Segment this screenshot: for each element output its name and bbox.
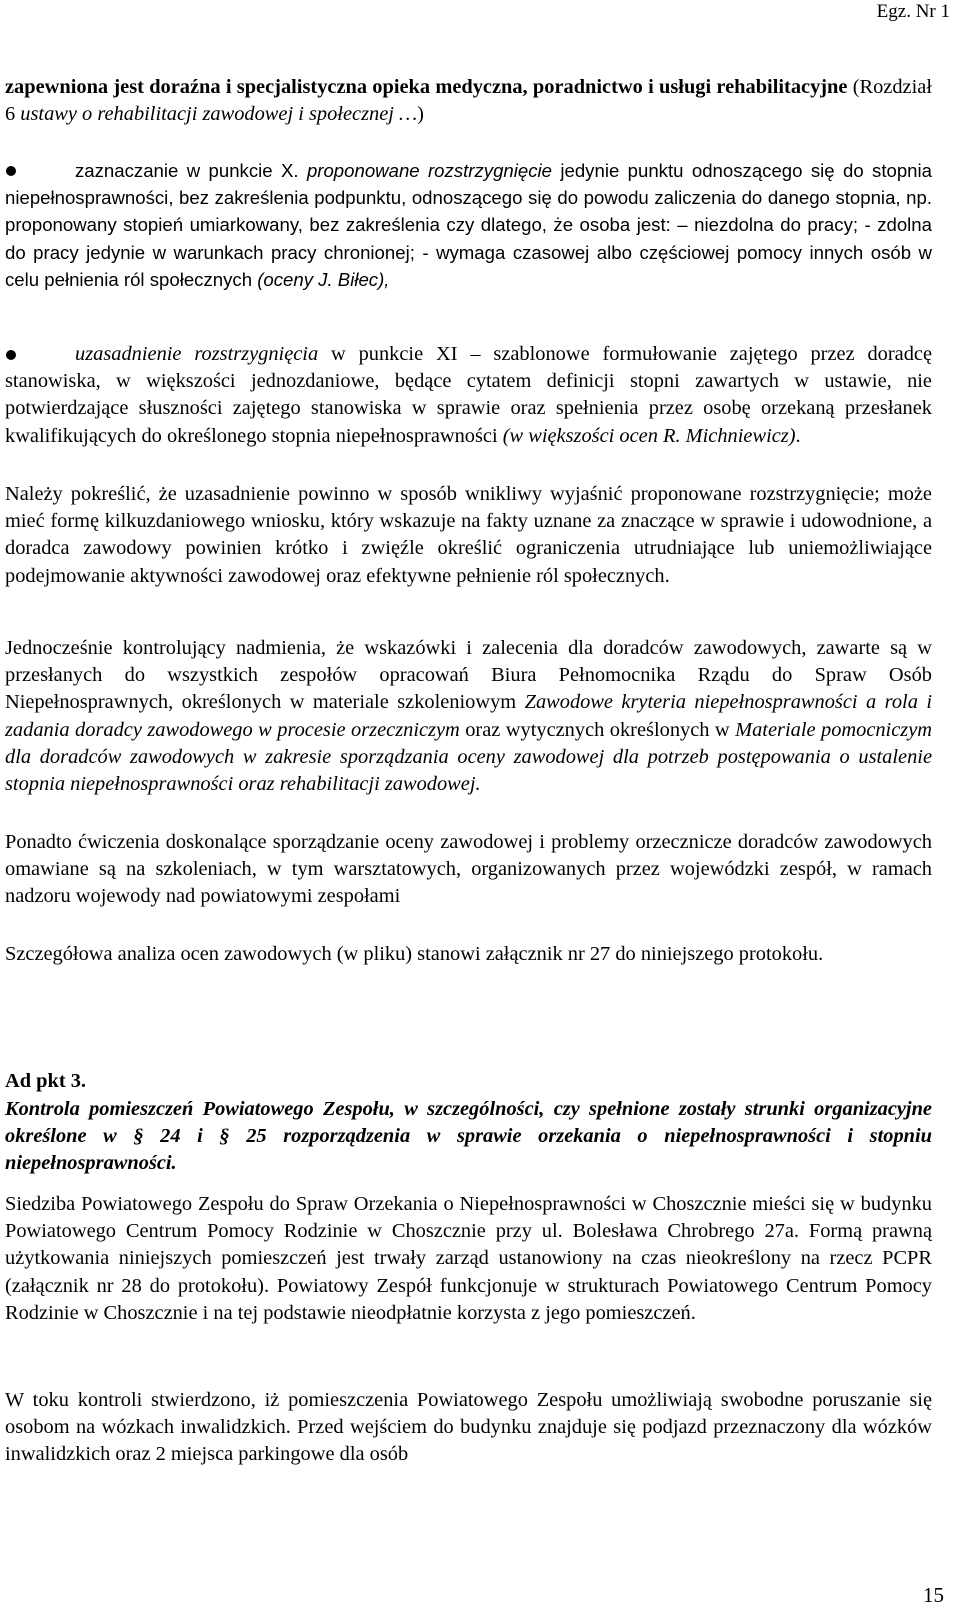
bullet-italic-text: (oceny J. Biłec), — [257, 268, 390, 290]
paragraph-guidelines — [5, 635, 932, 798]
bullet-item-point-x — [5, 157, 932, 293]
paragraph-analysis: Szczegółowa analiza ocen zawodowych (w pliku) stanowi załącznik nr 27 do niniejszego protokołu. — [5, 943, 824, 965]
bullet-italic-text: uzasadnienie rozstrzygnięcia — [75, 343, 319, 365]
paragraph-text: (Rozdział 6 — [5, 76, 932, 126]
section-heading — [5, 1068, 932, 1095]
bullet-italic-text: (w większości ocen R. Michniewicz) — [502, 424, 796, 447]
bullet-icon — [6, 350, 16, 360]
paragraph-justification: Należy pokreślić, że uzasadnienie powinno w sposób wnikliwy wyjaśnić proponowane rozstrzygnięcie; może mieć formę kilkuzdaniowego wniosku, który wskazuje na fakty uznane za znaczące w sprawie i udowodnione, a doradca zawodowy powinien krótko i zwięźle określić ograniczenia utrudniające lub uniemożliwiające podejmowanie aktywności zawodowej oraz efektywne pełnienie ról społecznych. — [5, 483, 932, 587]
subheading-text: Kontrola pomieszczeń Powiatowego Zespołu, w szczególności, czy spełnione zostały strunki organizacyjne określone w § 24 i § 25 rozporządzenia w sprawie orzekania o niepełnosprawności i stopniu niepełnosprawności. — [5, 1098, 932, 1175]
bullet-text: jedynie punktu odnoszącego się do stopnia niepełnosprawności, bez zakreślenia podpunktu, odnoszącego się do powodu zaliczenia do danego stopnia, np. proponowany stopień umiarkowany, bez zakreślenia czy dlatego, że osoba jest: – niezdolna do pracy; - zdolna do pracy jedynie w warunkach pracy chronionej; - wymaga czasowej albo częściowej pomocy innych osób w celu pełnienia ról społecznych — [5, 160, 932, 290]
paragraph-italic-text: Materiale pomocniczym dla doradców zawodowych w zakresie sporządzania oceny zawodowej dla potrzeb postępowania o ustalenie stopnia niepełnosprawności oraz rehabilitacji zawodowej. — [5, 718, 932, 796]
paragraph-bold-text: zapewniona jest doraźna i specjalistyczna opieka medyczna, poradnictwo i usługi rehabilitacyjne — [5, 76, 848, 98]
bullet-text: w punkcie XI – szablonowe formułowanie zajętego przez doradcę stanowiska, w większości jednozdaniowe, będące cytatem definicji stopni zawartych w ustawie, nie potwierdzające słuszności zajętego stanowiska w sprawie oraz spełnienia przez osobę orzekaną przesłanek kwalifikujących do określonego stopnia niepełnosprawności — [5, 343, 932, 447]
paragraph-text: Jednocześnie kontrolujący nadmienia, że wskazówki i zalecenia dla doradców zawodowych, zawarte są w przesłanych do wszystkich zespołów opracowań Biura Pełnomocnika Rządu do Spraw Osób Niepełnosprawnych, określonych w materiale szkoleniowym — [5, 637, 932, 714]
paragraph-accessibility: W toku kontroli stwierdzono, iż pomieszczenia Powiatowego Zespołu umożliwiają swobodne poruszanie się osobom na wózkach inwalidzkich. Przed wejściem do budynku znajduje się podjazd przeznaczony dla wózków inwalidzkich oraz 2 miejsca parkingowe dla osób — [5, 1389, 932, 1466]
bullet-text: zaznaczanie w punkcie X. — [75, 160, 307, 181]
bullet-item-point-xi — [5, 341, 932, 450]
paragraph-training: Ponadto ćwiczenia doskonalące sporządzanie oceny zawodowej i problemy orzecznicze doradców zawodowych omawiane są na szkoleniach, w tym warsztatowych, organizowanych przez wojewódzki zespół, w ramach nadzoru wojewody nad powiatowymi zespołami — [5, 831, 932, 908]
heading-text: Ad pkt 3. — [5, 1070, 87, 1092]
bullet-italic-text: proponowane rozstrzygnięcie — [306, 160, 552, 181]
paragraph-text: oraz wytycznych określonych w — [459, 718, 736, 741]
section-subheading — [5, 1096, 932, 1178]
paragraph-italic-text: ustawy o rehabilitacji zawodowej i społecznej … — [20, 103, 418, 126]
paragraph-text: ) — [417, 103, 424, 126]
bullet-text: . — [795, 424, 801, 447]
copy-label: Egz. Nr 1 — [876, 1, 950, 22]
page-number: 15 — [923, 1583, 944, 1607]
bullet-icon — [6, 166, 16, 176]
paragraph-medical-care — [5, 74, 932, 128]
paragraph-italic-text: Zawodowe kryteria niepełnosprawności a rola i zadania doradcy zawodowego w procesie orzeczniczym — [5, 691, 933, 741]
paragraph-seat: Siedziba Powiatowego Zespołu do Spraw Orzekania o Niepełnosprawności w Choszcznie mieści się w budynku Powiatowego Centrum Pomocy Rodzinie w Choszcznie przy ul. Bolesława Chrobrego 27a. Formą prawną użytkowania niniejszych pomieszczeń jest trwały zarząd ustanowiony na czas nieokreślony na rzecz PCPR (załącznik nr 28 do protokołu). Powiatowy Zespół funkcjonuje w strukturach Powiatowego Centrum Pomocy Rodzinie w Choszcznie i na tej podstawie nieodpłatnie korzysta z jego pomieszczeń. — [5, 1193, 932, 1324]
